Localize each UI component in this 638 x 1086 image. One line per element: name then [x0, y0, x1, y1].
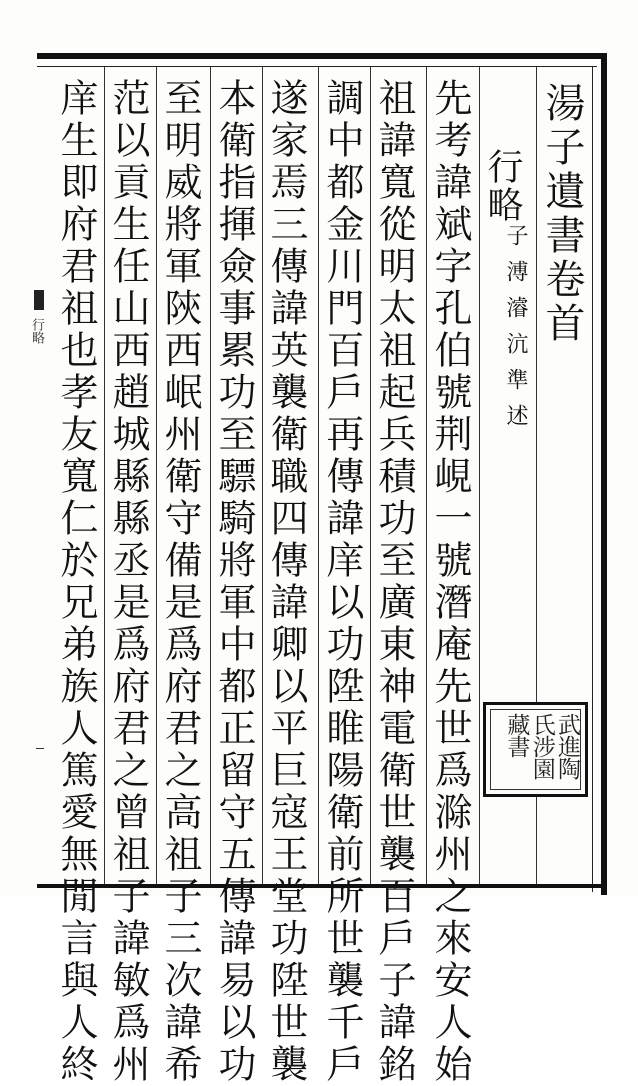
frame-inner-right-rule — [592, 66, 593, 892]
column-rule — [262, 67, 263, 884]
column-rule — [104, 67, 105, 884]
column-rule — [479, 67, 480, 884]
column-rule — [370, 67, 371, 884]
text-column-8: 庠生即府君祖也孝友寬仁於兄弟族人篤愛無閒言與人終 — [54, 78, 98, 1086]
text-column-3: 調中都金川門百戶再傳諱庠以功陞睢陽衛前所世襲千戶 — [320, 78, 364, 1086]
book-title: 湯子遺書卷首 — [539, 82, 585, 346]
column-rule — [156, 67, 157, 884]
text-column-6: 至明威將軍陝西岷州衛守備是爲府君之高祖子三次諱希 — [158, 78, 202, 1086]
seal-text: 武進陶氏涉園藏書 — [503, 713, 580, 779]
column-rule — [426, 67, 427, 884]
collector-seal — [483, 702, 588, 797]
column-rule — [318, 67, 319, 884]
column-rule — [210, 67, 211, 884]
text-column-1: 先考諱斌字孔伯號荆峴一號潛庵先世爲滁州之來安人始 — [428, 78, 472, 1086]
text-column-2: 祖諱寬從明太祖起兵積功至廣東神電衛世襲百戶子諱銘 — [372, 78, 416, 1086]
spine-text: 行略 — [29, 318, 44, 344]
text-column-4: 遂家焉三傳諱英襲衛職四傳諱卿以平巨寇王堂功陞世襲 — [264, 78, 308, 1086]
section-heading: 行略 — [482, 148, 523, 224]
frame-inner-top-rule — [37, 66, 597, 67]
text-column-5: 本衛指揮僉事累功至驃騎將軍中都正留守五傳諱易以功 — [212, 78, 256, 1086]
text-column-7: 范以貢生任山西趙城縣縣丞是爲府君之曾祖子諱敏爲州 — [106, 78, 150, 1086]
author-line: 子溥濬沆準述 — [503, 224, 528, 440]
